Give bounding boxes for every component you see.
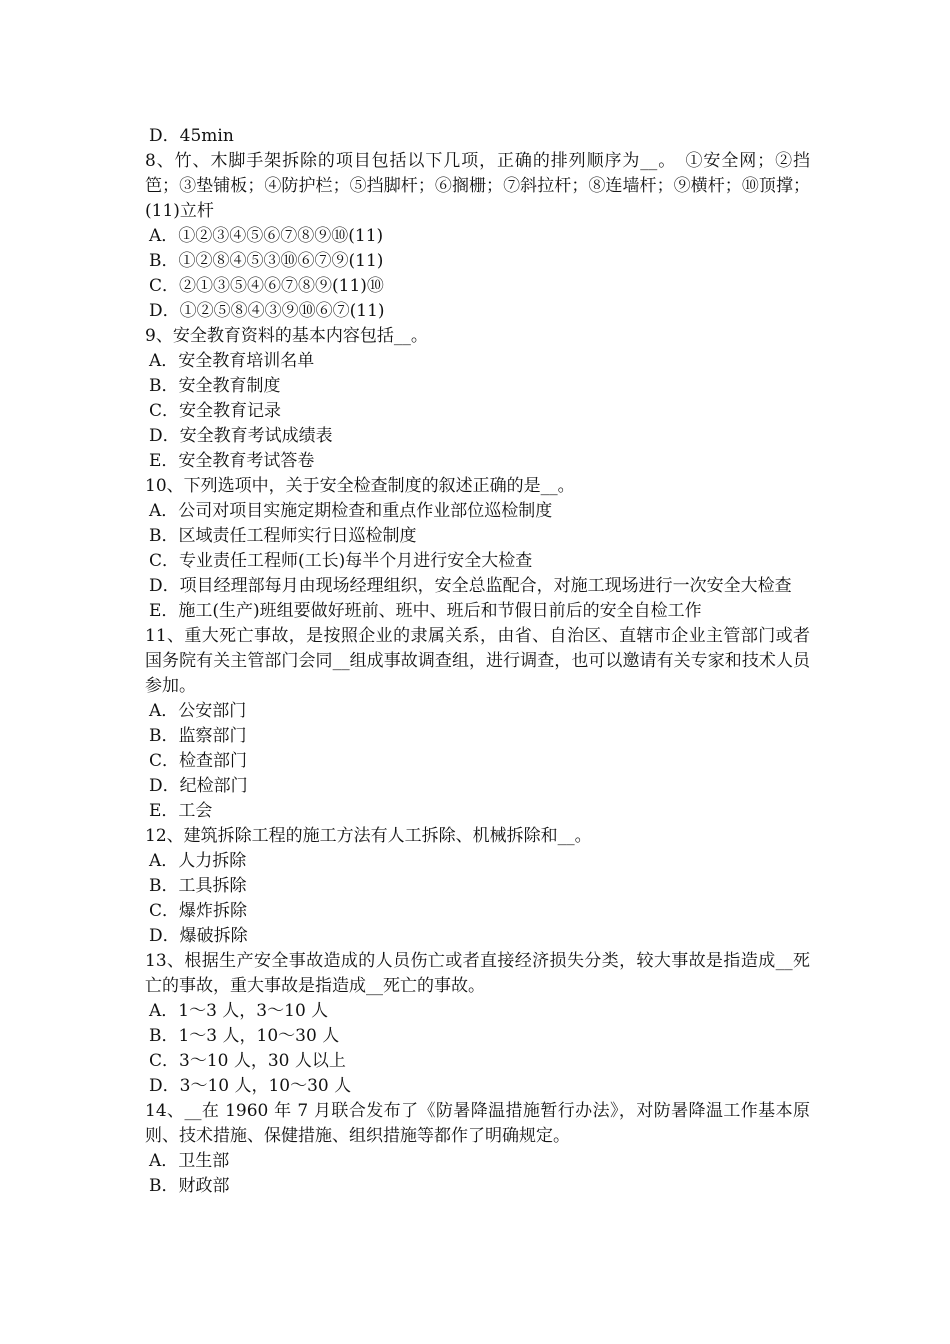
question-13-stem: 13、根据生产安全事故造成的人员伤亡或者直接经济损失分类，较大事故是指造成__死亡的事故，重大事故是指造成__死亡的事故。 [145,951,810,996]
option-a: A．卫生部 [149,1151,230,1171]
option-b: B．监察部门 [149,726,247,746]
option-c: C．3～10 人，30 人以上 [149,1051,346,1071]
option-e: E．工会 [149,801,213,821]
option-d: D．①②⑤⑧④③⑨⑩⑥⑦(11) [149,301,385,321]
option-d: D．45min [149,126,234,146]
option-a: A．公司对项目实施定期检查和重点作业部位巡检制度 [149,501,553,521]
option-a: A．1～3 人，3～10 人 [149,1001,329,1021]
option-a: A．①②③④⑤⑥⑦⑧⑨⑩(11) [149,226,384,246]
question-14-stem: 14、__在 1960 年 7 月联合发布了《防暑降温措施暂行办法》，对防暑降温工作基本原则、技术措施、保健措施、组织措施等都作了明确规定。 [145,1101,810,1146]
option-b: B．区域责任工程师实行日巡检制度 [149,526,417,546]
option-e: E．施工(生产)班组要做好班前、班中、班后和节假日前后的安全自检工作 [149,601,702,621]
question-10-stem: 10、下列选项中，关于安全检查制度的叙述正确的是__。 [145,476,575,496]
option-b: B．财政部 [149,1176,230,1196]
option-d: D．安全教育考试成绩表 [149,426,333,446]
option-c: C．爆炸拆除 [149,901,248,921]
document-page [145,124,810,1199]
option-a: A．安全教育培训名单 [149,351,315,371]
option-a: A．人力拆除 [149,851,247,871]
option-c: C．②①③⑤④⑥⑦⑧⑨(11)⑩ [149,276,384,296]
option-c: C．检查部门 [149,751,248,771]
option-c: C．专业责任工程师(工长)每半个月进行安全大检查 [149,551,533,571]
option-c: C．安全教育记录 [149,401,282,421]
option-d: D．项目经理部每月由现场经理组织，安全总监配合，对施工现场进行一次安全大检查 [149,576,792,596]
option-e: E．安全教育考试答卷 [149,451,315,471]
question-8-stem: 8、竹、木脚手架拆除的项目包括以下几项，正确的排列顺序为__。 ①安全网；②挡笆；③垫铺板；④防护栏；⑤挡脚杆；⑥搁栅；⑦斜拉杆；⑧连墙杆；⑨横杆；⑩顶撑；(11)立杆 [145,151,810,221]
option-b: B．1～3 人，10～30 人 [149,1026,340,1046]
option-a: A．公安部门 [149,701,247,721]
option-d: D．纪检部门 [149,776,248,796]
option-d: D．3～10 人，10～30 人 [149,1076,352,1096]
option-d: D．爆破拆除 [149,926,248,946]
option-b: B．安全教育制度 [149,376,281,396]
question-9-stem: 9、安全教育资料的基本内容包括__。 [145,326,428,346]
question-12-stem: 12、建筑拆除工程的施工方法有人工拆除、机械拆除和__。 [145,826,592,846]
question-11-stem: 11、重大死亡事故，是按照企业的隶属关系，由省、自治区、直辖市企业主管部门或者国务院有关主管部门会同__组成事故调查组，进行调查，也可以邀请有关专家和技术人员参加。 [145,626,810,696]
option-b: B．工具拆除 [149,876,247,896]
option-b: B．①②⑧④⑤③⑩⑥⑦⑨(11) [149,251,384,271]
